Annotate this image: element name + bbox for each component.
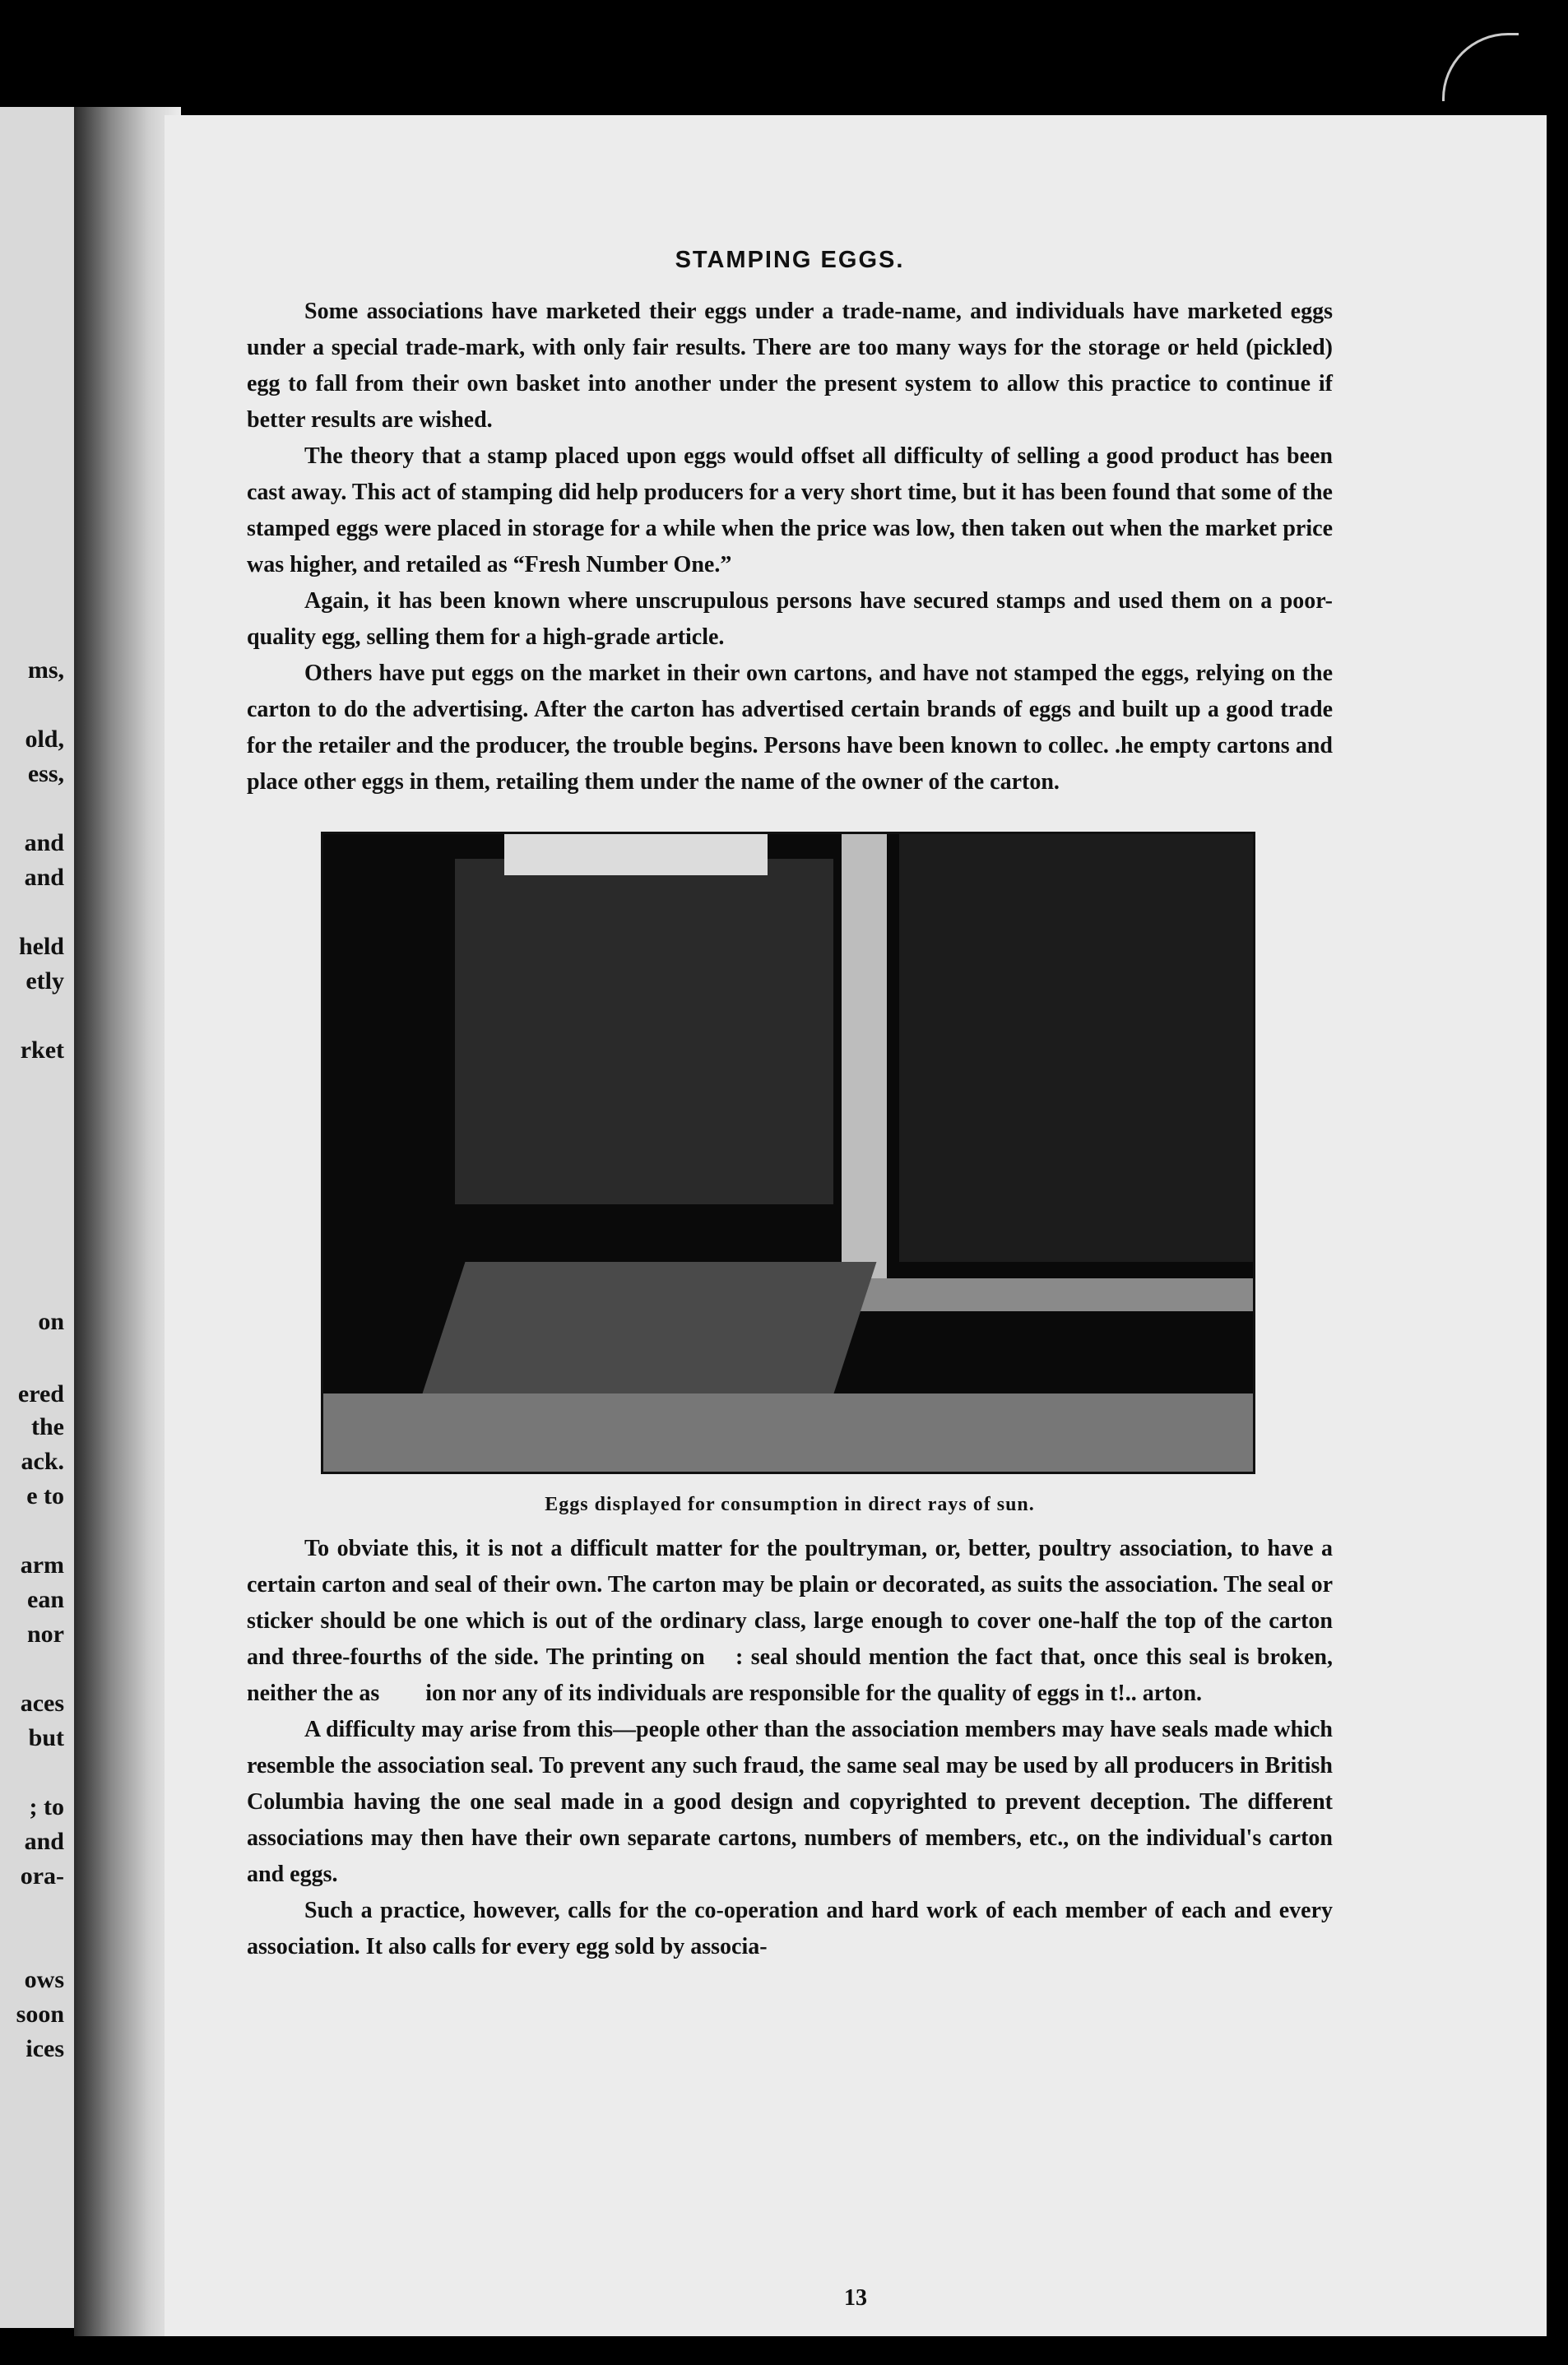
left-fragment: ices <box>26 2035 64 2062</box>
photo-window-frame <box>842 834 887 1278</box>
left-fragment: ows <box>24 1966 64 1993</box>
shop-window-photo <box>321 832 1255 1474</box>
paragraph: A difficulty may arise from this—people other than the association members may have seals made which resemble the association seal. To prevent any such fraud, the same seal may be used by all producers in British Columbia having the one seal made in a good design and copyrighted to prevent deception. The different associations may then have their own separate cartons, numbers of members, etc., on the individual's carton and eggs. <box>247 1717 1333 1887</box>
paragraph: To obviate this, it is not a difficult matter for the poultryman, or, better, poultry association, to have a certain carton and seal of their own. The carton may be plain or decorated, as suits the association. The seal or sticker should be one which is out of the ordinary class, large enough to cover one-half the top of the carton and three-fourths of the side. The printing on : seal should mention the fact that, once this seal is broken, neither the as ion nor any of its individuals are responsible for the quality of eggs in t!.. arton. <box>247 1536 1333 1706</box>
left-fragment: ack. <box>21 1448 64 1475</box>
left-fragment: aces <box>20 1690 64 1717</box>
left-fragment: ess, <box>27 760 64 787</box>
left-fragment: soon <box>16 2001 64 2028</box>
left-fragment: e to <box>26 1482 64 1509</box>
left-fragment: ora- <box>20 1862 64 1890</box>
article <box>247 247 1333 1965</box>
left-fragment: rket <box>20 1036 64 1064</box>
figure <box>247 832 1333 1516</box>
left-fragment: and <box>24 864 64 891</box>
photo-window-right <box>899 834 1253 1262</box>
paragraph: Such a practice, however, calls for the co-operation and hard work of each member of each and every association. It also calls for every egg sold by associa- <box>247 1898 1333 1959</box>
page-number: 13 <box>844 2285 867 2311</box>
left-fragment: old, <box>25 726 64 753</box>
paragraph: Others have put eggs on the market in their own cartons, and have not stamped the eggs, relying on the carton to do the advertising. After the carton has advertised certain brands of eggs and built up a good trade for the retailer and the producer, the trouble begins. Persons have been known to collec. .he empty cartons and place other eggs in them, retailing them under the name of the owner of the carton. <box>247 661 1333 795</box>
left-fragment: arm <box>20 1551 64 1579</box>
left-fragment: ms, <box>27 656 64 684</box>
figure-caption: Eggs displayed for consumption in direct rays of sun. <box>545 1494 1035 1515</box>
photo-awning <box>504 834 768 875</box>
left-fragment: ered <box>17 1380 64 1407</box>
article-title: STAMPING EGGS. <box>675 247 905 273</box>
left-page <box>0 107 74 2328</box>
left-fragment: etly <box>26 967 64 995</box>
left-fragment: and <box>24 1828 64 1855</box>
paragraph: Again, it has been known where unscrupulous persons have secured stamps and used them on a poor-quality egg, selling them for a high-grade article. <box>247 588 1333 650</box>
photo-sidewalk <box>323 1393 1253 1472</box>
paragraph: Some associations have marketed their eggs under a trade-name, and individuals have marketed eggs under a special trade-mark, with only fair results. There are too many ways for the storage or held (pickled) egg to fall from their own basket into another under the present system to allow this practice to continue if better results are wished. <box>247 299 1333 433</box>
corner-mark <box>1442 33 1519 101</box>
left-fragment: ; to <box>29 1793 64 1820</box>
left-fragment: but <box>28 1724 64 1751</box>
photo-window-left <box>455 859 833 1204</box>
left-fragment: nor <box>27 1621 64 1648</box>
left-fragment: on <box>38 1308 64 1335</box>
left-fragment: the <box>31 1413 64 1440</box>
left-fragment: held <box>18 933 64 960</box>
paragraph: The theory that a stamp placed upon eggs would offset all difficulty of selling a good product has been cast away. This act of stamping did help producers for a very short time, but it has been found that some of the stamped eggs were placed in storage for a while when the price was low, then taken out when the market price was higher, and retailed as “Fresh Number One.” <box>247 443 1333 577</box>
left-fragment: ean <box>27 1586 64 1613</box>
left-fragment: and <box>24 829 64 856</box>
